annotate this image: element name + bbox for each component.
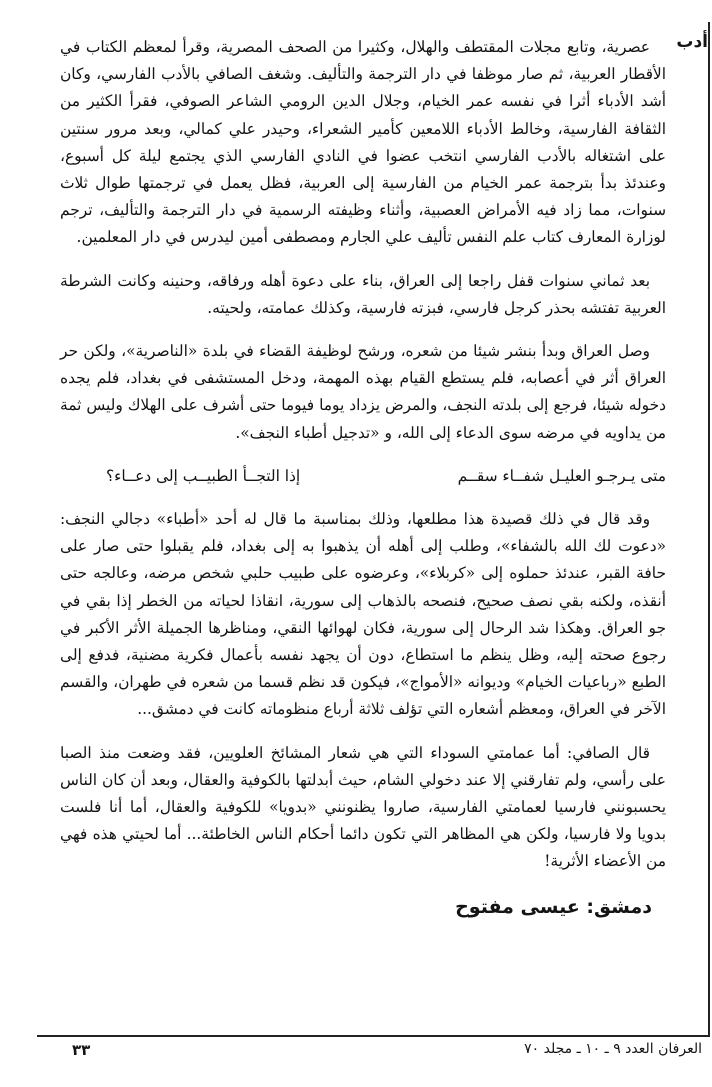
section-label: أدب xyxy=(676,32,708,52)
issue-info: العرفان العدد ٩ ـ ١٠ ـ مجلد ٧٠ xyxy=(524,1041,702,1057)
verse-first-hemistich: متى يـرجـو العليـل شفــاء سقــم xyxy=(457,466,666,485)
paragraph: بعد ثماني سنوات قفل راجعا إلى العراق، بناء على دعوة أهله ورفاقه، وحنينه وكانت الشرطة العربية تفتشه بحذر كرجل فارسي، فبزته فارسية، وكذلك عمامته، ولحيته. xyxy=(60,271,666,317)
paragraph: قال الصافي: أما عمامتي السوداء التي هي شعار المشائخ العلويين، فقد وضعت منذ الصبا على رأسي، ولم تفارقني إلا عند دخولي الشام، حيث أبدلتها بالكوفية والعقال، وبعد أن كان الناس يحسبونني فارسيا لعمامتي الفارسية، صاروا يظنونني «بدويا» للكوفية والعقال، أما أنا فلست بدويا ولا فارسيا، ولكن هي المظاهر التي تكون دائما أحكام الناس الخاطئة... أما لحيتي هذه فهي من الأعضاء الأثرية! xyxy=(60,743,666,871)
verse-second-hemistich: إذا التجــأ الطبيــب إلى دعــاء؟ xyxy=(106,466,301,485)
article-body xyxy=(60,34,666,921)
page-number: ٣٣ xyxy=(72,1041,91,1059)
author-signature: دمشق: عيسى مفتوح xyxy=(455,895,652,918)
poem-verse xyxy=(106,463,666,490)
paragraph: وصل العراق وبدأ بنشر شيئا من شعره، ورشح لوظيفة القضاء في بلدة «الناصرية»، ولكن حر العراق أثر في أعصابه، فلم يستطع القيام بهذه المهمة، ودخل المستشفى في بغداد، فلم يجده دخوله شيئا، فرجع إلى بلدته النجف، والمرض يزداد يوما فيوما حتى أشرف على الهلاك وليس ثمة من يداويه في مرضه سوى الدعاء إلى الله، و «تدجيل أطباء النجف». xyxy=(60,342,666,442)
paragraph: وقد قال في ذلك قصيدة هذا مطلعها، وذلك بمناسبة ما قال له أحد «أطباء» دجالي النجف: «دعوت لك الله بالشفاء»، وطلب إلى أهله أن يذهبوا به إلى بغداد، فلم يقبلوا حتى صار على حافة القبر، عندئذ حملوه إلى «كربلاء»، وعرضوه على طبيب حلبي شخص مرضه، وعالجه حتى أنقذه، ولكنه بقي نصف صحيح، فنصحه بالذهاب إلى سورية، انقاذا لحياته من الخطر إذا بقي في جو العراق. وهكذا شد الرحال إلى سورية، فكان لهوائها النقي، ومناظرها الجميلة الأثر الأكبر في رجوع صحته إليه، وظل ينظم ما استطاع، دون أن يجهد نفسه بأعمال فكرية مضنية، فدفع إلى الطبع «رباعيات الخيام» وديوانه «الأمواج»، فيكون قد نظم قسما من شعره في طهران، والقسم الآخر في العراق، ومعظم أشعاره التي تؤلف ثلاثة أرباع منظوماته كانت في دمشق... xyxy=(60,510,666,719)
paragraph: عصرية، وتابع مجلات المقتطف والهلال، وكثيرا من الصحف المصرية، وقرأ لمعظم الكتاب في الأقطار العربية، ثم صار موظفا في دار الترجمة والتأليف. وشغف الصافي بالأدب الفارسي، وكان أشد الأدباء أثرا في نفسه عمر الخيام، وجلال الدين الرومي الشاعر الصوفي، فقرأ الكثير من الثقافة الفارسية، وخالط الأدباء اللامعين كأمير الشعراء، وحيدر علي كمالي، وبعد مرور سنتين على اشتغاله بالأدب الفارسي انتخب عضوا في النادي الفارسي الذي يجتمع ليلة كل أسبوع، وعندئذ بدأ بترجمة عمر الخيام من الفارسية إلى العربية، فظل يعمل في ترجمتها طوال ثلاث سنوات، مما زاد فيه الأمراض العصبية، وأثناء وظيفته الرسمية في دار الترجمة والتأليف، ترجم لوزارة المعارف كتاب علم النفس تأليف علي الجارم ومصطفى أمين ليدرس في دار المعلمين. xyxy=(60,38,666,247)
